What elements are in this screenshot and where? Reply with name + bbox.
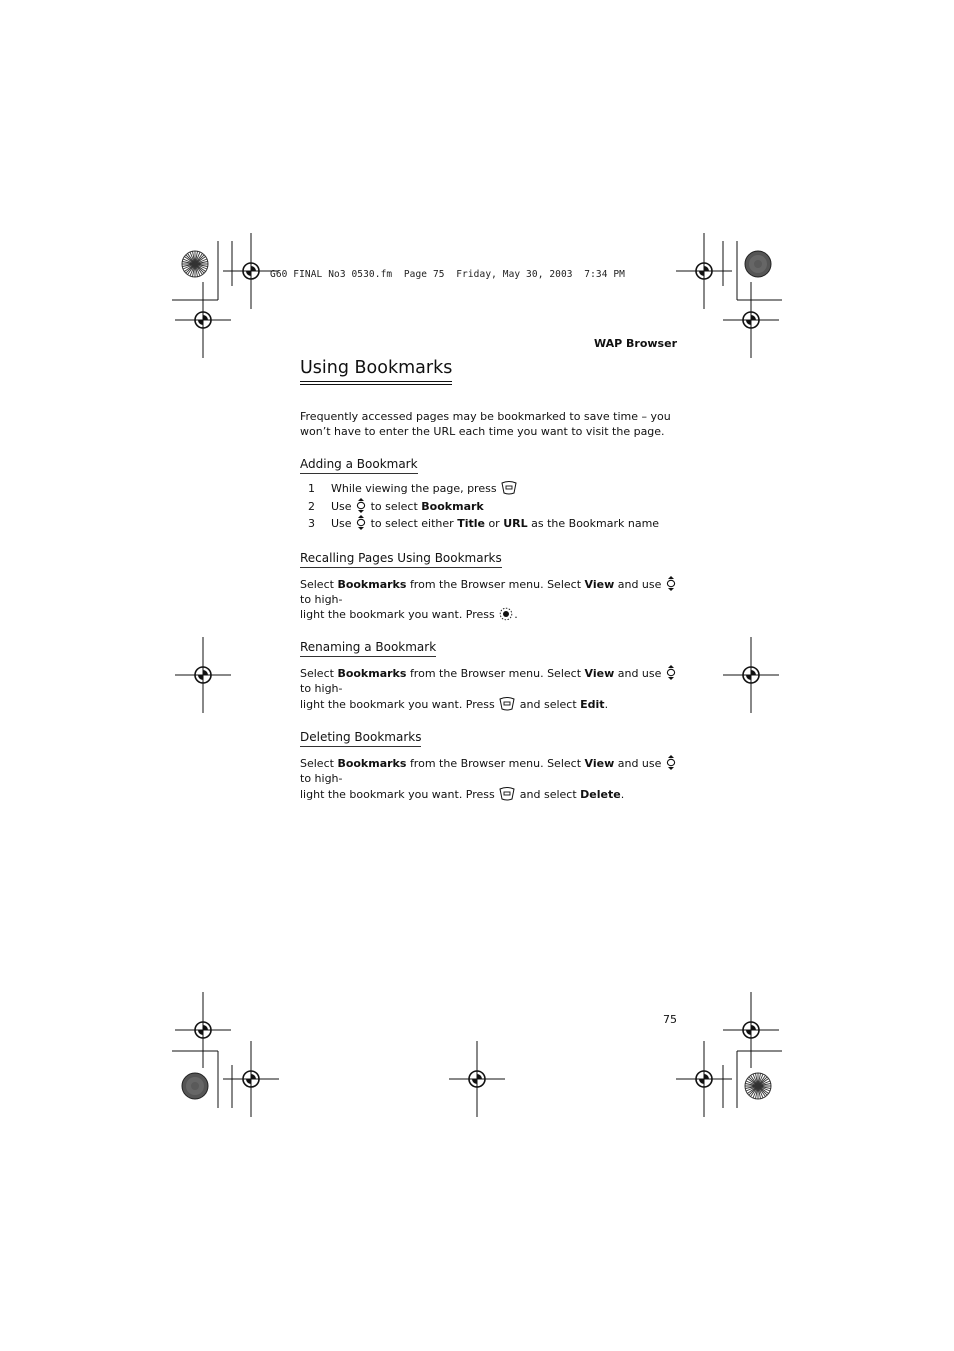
section-heading: Adding a Bookmark	[300, 457, 418, 474]
section-paragraph: Select Bookmarks from the Browser menu. Select View and use to high- light the bookmark you want. Press and select Delete.	[300, 755, 678, 802]
section-deleting-bookmarks	[300, 726, 678, 802]
step-item: 1 While viewing the page, press	[300, 480, 678, 498]
section-renaming-bookmark	[300, 636, 678, 712]
section-heading: Recalling Pages Using Bookmarks	[300, 551, 502, 568]
running-head: WAP Browser	[593, 337, 677, 350]
steps-list	[300, 480, 678, 533]
navigation-key-icon	[666, 755, 676, 770]
step-item: 2 Use to select Bookmark	[308, 499, 484, 513]
page-title: Using Bookmarks	[300, 358, 452, 382]
navigation-key-icon	[666, 665, 676, 680]
softkey-icon	[501, 480, 517, 495]
section-paragraph: Select Bookmarks from the Browser menu. Select View and use to high- light the bookmark you want. Press and select Edit.	[300, 665, 678, 712]
section-heading: Deleting Bookmarks	[300, 730, 421, 747]
softkey-icon	[499, 786, 515, 801]
select-key-icon	[499, 607, 513, 621]
step-item: 3 Use to select either Title or URL as the Bookmark name	[308, 517, 660, 530]
navigation-key-icon	[356, 498, 366, 513]
section-paragraph: Select Bookmarks from the Browser menu. Select View and use to high- light the bookmark you want. Press .	[300, 576, 678, 622]
section-recalling-pages	[300, 547, 678, 622]
page-content	[300, 358, 678, 802]
print-slug: G60 FINAL No3 0530.fm Page 75 Friday, May 30, 2003 7:34 PM	[270, 269, 625, 280]
navigation-key-icon	[356, 515, 366, 530]
section-adding-bookmark	[300, 453, 678, 533]
softkey-icon	[499, 696, 515, 711]
navigation-key-icon	[666, 576, 676, 591]
page-number: 75	[663, 1013, 677, 1026]
intro-paragraph: Frequently accessed pages may be bookmarked to save time – you won’t have to enter the URL each time you want to visit the page.	[300, 410, 671, 438]
section-heading: Renaming a Bookmark	[300, 640, 436, 657]
